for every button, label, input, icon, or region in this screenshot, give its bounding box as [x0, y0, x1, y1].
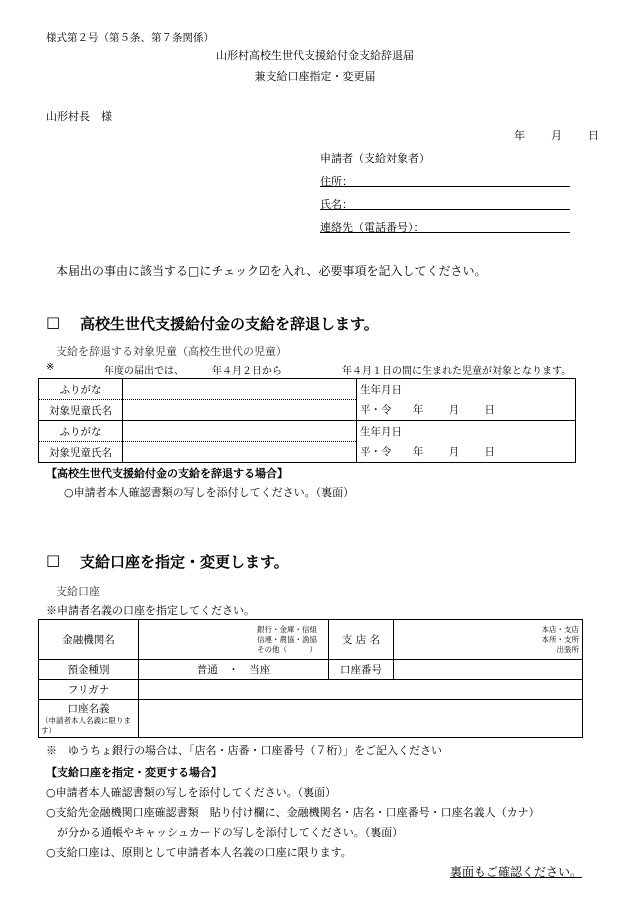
section2-case-heading: 【支給口座を指定・変更する場合】	[46, 766, 222, 779]
form-subtitle: 兼支給口座指定・変更届	[254, 70, 376, 83]
kana-field[interactable]	[139, 680, 583, 700]
holder-field[interactable]	[139, 700, 583, 738]
deposit-label: 預金種別	[39, 660, 139, 680]
date-year: 年	[514, 129, 525, 142]
row1-furigana-label: ふりがな	[39, 379, 123, 400]
bank-type-1: 銀行・金庫・信組	[257, 624, 317, 634]
section1-checkbox[interactable]: □	[46, 313, 61, 331]
row2-birth-field[interactable]	[357, 442, 576, 463]
row1-birth-field[interactable]	[357, 400, 576, 421]
note-to-date: 年４月１日の間に生まれた児童が対象となります。	[342, 366, 572, 377]
phone-label: 連絡先（電話番号）：	[320, 221, 425, 234]
applicant-heading: 申請者（支給対象者）	[320, 152, 430, 165]
note-mark: ※	[46, 362, 55, 373]
name-label: 氏名：	[320, 198, 353, 211]
section2-case-item-1: ○申請者本人確認書類の写しを添付してください。（裏面）	[46, 786, 337, 799]
row2-name-field[interactable]	[123, 442, 357, 463]
instruction: 本届出の事由に該当する□にチェック☑を入れ、必要事項を記入してください。	[56, 264, 487, 278]
form-number: 様式第２号（第５条、第７条関係）	[46, 32, 214, 44]
address-field[interactable]	[320, 186, 570, 187]
row2-name-label: 対象児童氏名	[39, 442, 123, 463]
section2-case-item-4: ○支給口座は、原則として申請者本人名義の口座に限ります。	[46, 846, 352, 859]
account-no-field[interactable]	[394, 660, 583, 680]
addressee: 山形村長 様	[46, 110, 112, 123]
section2-case-item-3: が分かる通帳やキャッシュカードの写しを添付してください。（裏面）	[46, 826, 404, 839]
form-title: 山形村高校生世代支援給付金支給辞退届	[216, 49, 414, 62]
note-from-date: 年４月２日から	[212, 366, 282, 377]
branch-type-1: 本店・支店	[541, 624, 579, 634]
bank-table	[38, 619, 583, 738]
row1-name-field[interactable]	[123, 400, 357, 421]
row2-month: 月	[448, 446, 460, 459]
date-day: 日	[588, 129, 599, 142]
section2-checkbox[interactable]: □	[46, 551, 61, 569]
branch-type-2: 本所・支所	[541, 634, 579, 644]
row2-furigana-label: ふりがな	[39, 421, 123, 442]
branch-type-3: 出張所	[556, 644, 579, 654]
branch-label: 支 店 名	[329, 620, 394, 660]
row1-birth-label: 生年月日	[357, 379, 576, 400]
section2-note: ※申請者名義の口座を指定してください。	[46, 604, 255, 617]
section1-subtitle: 支給を辞退する対象児童（高校生世代の児童）	[56, 345, 287, 358]
date-month: 月	[551, 129, 562, 142]
account-no-label: 口座番号	[329, 660, 394, 680]
phone-field[interactable]	[320, 232, 570, 233]
bank-field[interactable]	[139, 620, 329, 660]
row1-furigana-field[interactable]	[123, 379, 357, 400]
row1-year: 年	[412, 404, 424, 417]
note-fiscal-year: 年度の届出では、	[104, 366, 184, 377]
deposit-field[interactable]: 普通 ・ 当座	[139, 660, 329, 680]
section2-case-item-2: ○支給先金融機関口座確認書類 貼り付け欄に、金融機関名・店名・口座番号・口座名義人（カナ）	[46, 806, 540, 819]
section1-case-heading: 【高校生世代支援給付金の支給を辞退する場合】	[46, 467, 288, 480]
section1-case-item: ○申請者本人確認書類の写しを添付してください。（裏面）	[64, 486, 355, 499]
row1-month: 月	[448, 404, 460, 417]
address-label: 住所：	[320, 175, 353, 188]
holder-label-cell	[39, 700, 139, 738]
row2-birth-label: 生年月日	[357, 421, 576, 442]
section2-title: 支給口座を指定・変更します。	[80, 553, 289, 571]
kana-label: フリガナ	[39, 680, 139, 700]
yucho-note: ※ ゆうちょ銀行の場合は、「店名・店番・口座番号（７桁）」をご記入ください	[46, 744, 442, 757]
name-field[interactable]	[320, 209, 570, 210]
row1-era[interactable]: 平・令	[360, 404, 392, 417]
children-table	[38, 378, 576, 463]
holder-label: 口座名義	[67, 703, 110, 715]
section1-title: 高校生世代支援給付金の支給を辞退します。	[80, 315, 379, 333]
bank-type-3: その他（ ）	[257, 644, 317, 654]
bank-label: 金融機関名	[39, 620, 139, 660]
footer-note: 裏面もご確認ください。	[450, 865, 583, 879]
row2-era[interactable]: 平・令	[360, 446, 392, 459]
section2-subtitle: 支給口座	[56, 585, 100, 598]
row2-year: 年	[412, 446, 424, 459]
row2-day: 日	[484, 446, 496, 459]
row2-furigana-field[interactable]	[123, 421, 357, 442]
branch-field[interactable]	[394, 620, 583, 660]
bank-type-2: 信連・農協・漁協	[257, 634, 317, 644]
row1-day: 日	[484, 404, 496, 417]
row1-name-label: 対象児童氏名	[39, 400, 123, 421]
holder-note: （申請者本人名義に限ります）	[41, 716, 131, 735]
